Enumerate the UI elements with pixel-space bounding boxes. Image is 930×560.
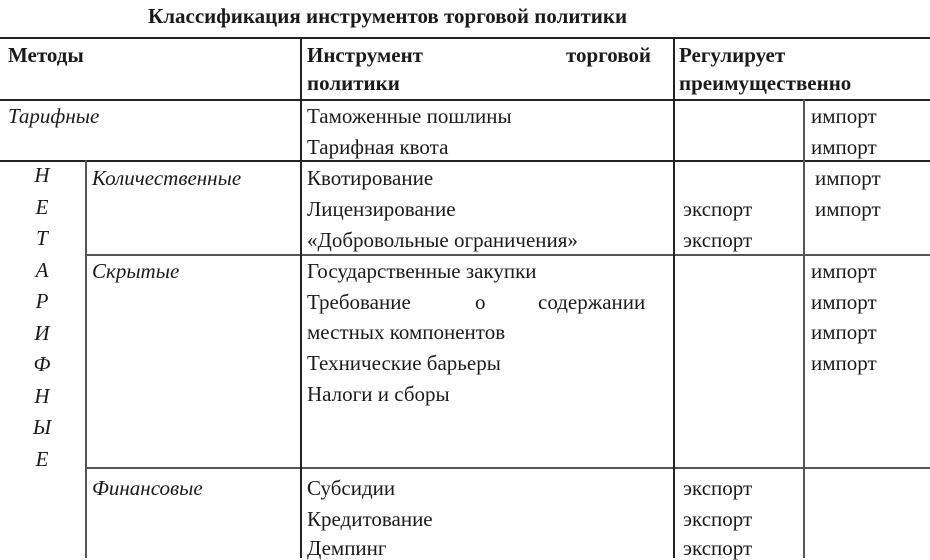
vertical-letter: Р: [35, 289, 49, 313]
header-regulates-line1: Регулирует: [679, 43, 786, 67]
vertical-letter: Ф: [33, 352, 51, 376]
import-value: импорт: [811, 259, 877, 283]
method-tariff: Тарифные: [8, 104, 100, 128]
method-hidden: Скрытые: [92, 259, 180, 283]
header-instrument-line1-right: торговой: [566, 43, 652, 67]
vertical-letter: Н: [34, 163, 50, 187]
rule-under-header: [0, 99, 930, 101]
instrument-local-content-line2: местных компонентов: [307, 320, 506, 344]
instrument-customs-duties: Таможенные пошлины: [307, 104, 512, 128]
export-value: экспорт: [683, 507, 753, 531]
instrument-tariff-quota: Тарифная квота: [307, 135, 449, 159]
instrument-taxes-fees: Налоги и сборы: [307, 382, 450, 406]
nontariff-vertical-label: [22, 160, 62, 475]
export-value: экспорт: [683, 536, 753, 560]
col-divider-nontariff-sub: [85, 160, 87, 558]
instrument-technical-barriers: Технические барьеры: [307, 351, 501, 375]
import-value: импорт: [811, 104, 877, 128]
instrument-voluntary-restrictions: «Добровольные ограничения»: [307, 228, 578, 252]
import-value: импорт: [811, 135, 877, 159]
import-value: импорт: [815, 197, 881, 221]
vertical-letter: Н: [34, 383, 50, 408]
vertical-letter: Т: [36, 226, 48, 250]
instrument-local-content-word1: Требование: [307, 290, 411, 314]
import-value: импорт: [811, 320, 877, 344]
rule-under-tariff: [0, 160, 930, 162]
export-value: экспорт: [683, 476, 753, 500]
vertical-letter: И: [34, 320, 50, 345]
import-value: импорт: [811, 351, 877, 375]
instrument-local-content-word3: содержании: [538, 290, 646, 314]
vertical-letter: А: [35, 257, 49, 282]
instrument-licensing: Лицензирование: [307, 197, 456, 221]
instrument-dumping: Демпинг: [307, 536, 387, 560]
instrument-crediting: Кредитование: [307, 507, 433, 531]
method-financial: Финансовые: [92, 476, 203, 500]
instrument-quota: Квотирование: [307, 166, 434, 190]
rule-top: [0, 37, 930, 39]
header-regulates-line2: преимущественно: [679, 71, 852, 95]
instrument-local-content-word2: о: [475, 290, 486, 314]
vertical-letter: Е: [35, 194, 49, 219]
instrument-subsidies: Субсидии: [307, 476, 396, 500]
export-value: экспорт: [683, 197, 753, 221]
vertical-letter: Е: [35, 446, 49, 471]
header-instrument-line1: Инструмент: [307, 43, 423, 67]
instrument-government-procurement: Государственные закупки: [307, 259, 537, 283]
table-title: Классификация инструментов торговой политики: [148, 4, 628, 28]
export-value: экспорт: [683, 228, 753, 252]
col-divider-regulates: [673, 37, 675, 558]
col-divider-instrument: [300, 37, 302, 558]
vertical-letter: Ы: [32, 415, 52, 439]
import-value: импорт: [811, 290, 877, 314]
header-instrument-line2: политики: [307, 71, 400, 95]
col-divider-export-import: [803, 99, 805, 558]
import-value: импорт: [815, 166, 881, 190]
method-quantitative: Количественные: [92, 166, 242, 190]
header-methods: Методы: [8, 43, 84, 67]
